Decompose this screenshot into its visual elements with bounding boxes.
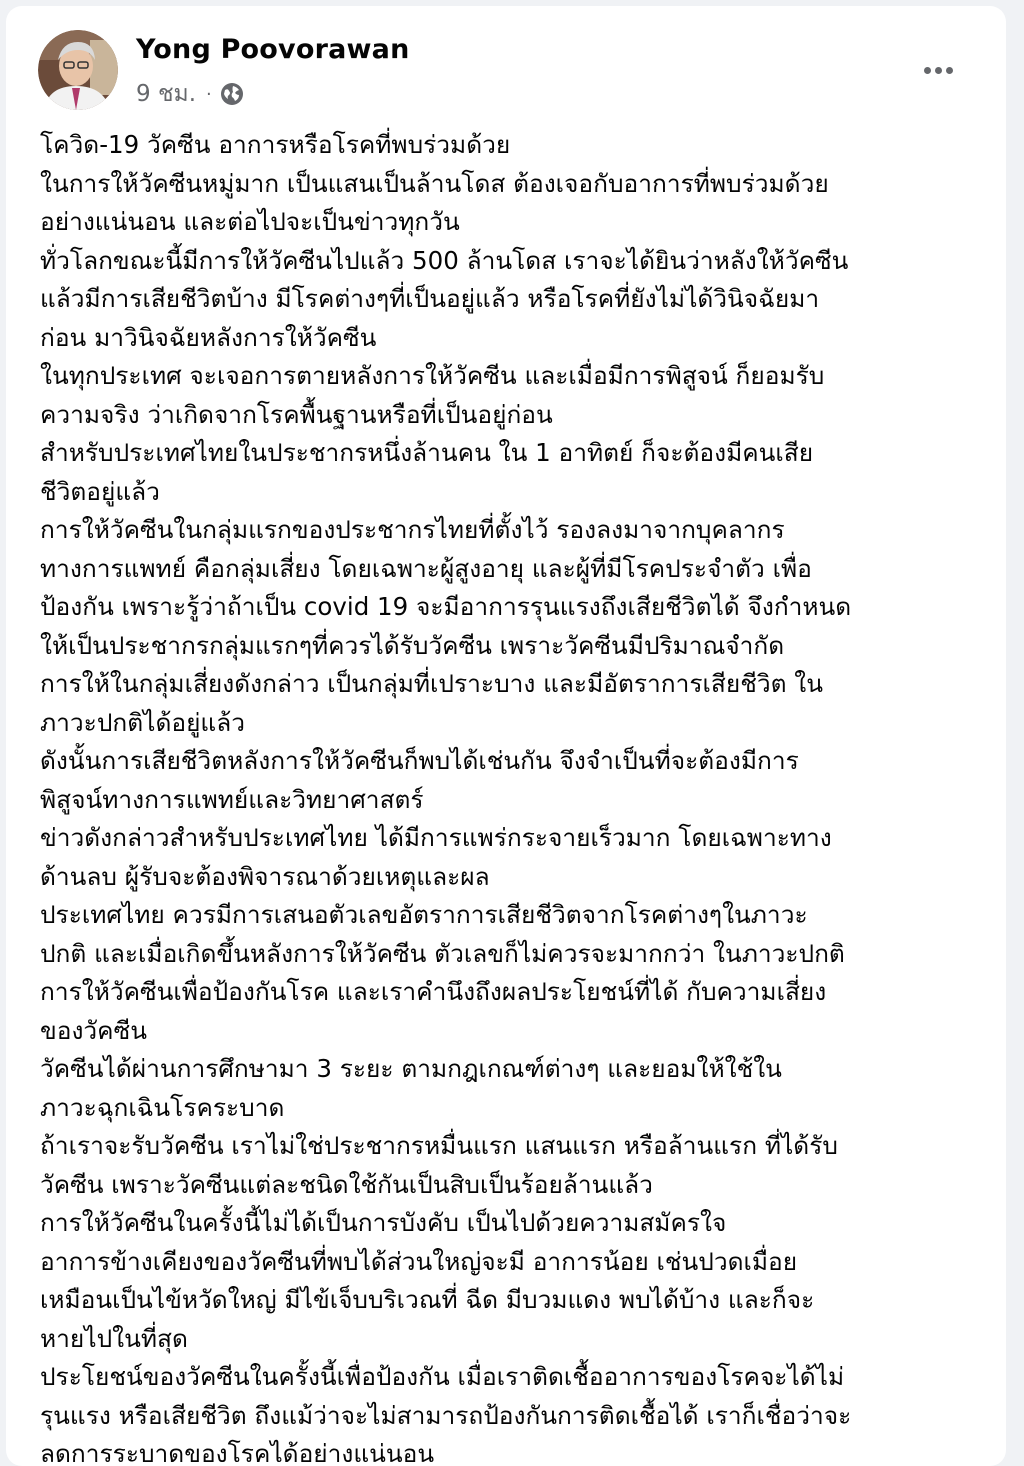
more-dot: [935, 67, 942, 74]
post-text-line: ทั่วโลกขณะนี้มีการให้วัคซีนไปแล้ว 500 ล้านโดส เราจะได้ยินว่าหลังให้วัคซีน: [40, 245, 849, 275]
meta-separator: ·: [206, 83, 212, 105]
post-text-line: วัคซีนได้ผ่านการศึกษามา 3 ระยะ ตามกฎเกณฑ์ต่างๆ และยอมให้ใช้ใน: [40, 1054, 782, 1083]
post-card: [6, 6, 1006, 1466]
post-time[interactable]: 9 ชม.: [136, 81, 197, 107]
post-text-line: การให้ในกลุ่มเสี่ยงดังกล่าว เป็นกลุ่มที่เปราะบาง และมีอัตราการเสียชีวิต ใน: [40, 669, 824, 698]
post-meta: [136, 76, 244, 112]
more-dot: [946, 67, 953, 74]
post-text-line: วัคซีน เพราะวัคซีนแต่ละชนิดใช้กันเป็นสิบเป็นร้อยล้านแล้ว: [40, 1169, 653, 1199]
post-text-line: หายไปในที่สุด: [40, 1323, 188, 1353]
author-name[interactable]: Yong Poovorawan: [136, 34, 410, 65]
avatar-photo: [38, 30, 118, 110]
post-text-line: อาการข้างเคียงของวัคซีนที่พบได้ส่วนใหญ่จะมี อาการน้อย เช่นปวดเมื่อย: [40, 1246, 798, 1276]
post-text-line: ปกติ และเมื่อเกิดขึ้นหลังการให้วัคซีน ตัวเลขก็ไม่ควรจะมากกว่า ในภาวะปกติ: [40, 938, 845, 968]
post-text-line: การให้วัคซีนในกลุ่มแรกของประชากรไทยที่ตั้งไว้ รองลงมาจากบุคลากร: [40, 515, 785, 544]
post-text-line: ก่อน มาวินิจฉัยหลังการให้วัคซีน: [40, 322, 377, 352]
post-text-line: ในการให้วัคซีนหมู่มาก เป็นแสนเป็นล้านโดส ต้องเจอกับอาการที่พบร่วมด้วย: [40, 168, 829, 198]
more-dot: [924, 67, 931, 74]
post-text-line: อย่างแน่นอน และต่อไปจะเป็นข่าวทุกวัน: [40, 207, 460, 236]
post-text-line: ในทุกประเทศ จะเจอการตายหลังการให้วัคซีน และเมื่อมีการพิสูจน์ ก็ยอมรับ: [40, 361, 825, 390]
post-text-line: ของวัคซีน: [40, 1015, 147, 1045]
post-text-line: ป้องกัน เพราะรู้ว่าถ้าเป็น covid 19 จะมีอาการรุนแรงถึงเสียชีวิตได้ จึงกำหนด: [40, 592, 852, 621]
post-text-line: แล้วมีการเสียชีวิตบ้าง มีโรคต่างๆที่เป็นอยู่แล้ว หรือโรคที่ยังไม่ได้วินิจฉัยมา: [40, 284, 820, 313]
post-text-line: การให้วัคซีนในครั้งนี้ไม่ได้เป็นการบังคับ เป็นไปด้วยความสมัครใจ: [40, 1208, 727, 1237]
post-text-line: ดังนั้นการเสียชีวิตหลังการให้วัคซีนก็พบได้เช่นกัน จึงจำเป็นที่จะต้องมีการ: [40, 746, 799, 775]
post-text-line: ข่าวดังกล่าวสำหรับประเทศไทย ได้มีการแพร่กระจายเร็วมาก โดยเฉพาะทาง: [40, 823, 832, 852]
avatar[interactable]: [38, 30, 118, 110]
post-text-line: เหมือนเป็นไข้หวัดใหญ่ มีไข้เจ็บบริเวณที่ ฉีด มีบวมแดง พบได้บ้าง และก็จะ: [40, 1285, 815, 1314]
post-text-line: ภาวะฉุกเฉินโรคระบาด: [40, 1092, 285, 1122]
post-text-line: พิสูจน์ทางการแพทย์และวิทยาศาสตร์: [40, 784, 424, 814]
post-text-line: ความจริง ว่าเกิดจากโรคพื้นฐานหรือที่เป็นอยู่ก่อน: [40, 399, 553, 429]
post-text-line: ชีวิตอยู่แล้ว: [40, 476, 160, 506]
more-options-button[interactable]: [916, 50, 960, 90]
post-text-line: ประเทศไทย ควรมีการเสนอตัวเลขอัตราการเสียชีวิตจากโรคต่างๆในภาวะ: [40, 900, 808, 929]
post-text-line: สำหรับประเทศไทยในประชากรหนึ่งล้านคน ใน 1 อาทิตย์ ก็จะต้องมีคนเสีย: [40, 438, 814, 467]
post-text-line: ให้เป็นประชากรกลุ่มแรกๆที่ควรได้รับวัคซีน เพราะวัคซีนมีปริมาณจำกัด: [40, 630, 785, 660]
post-text-line: ประโยชน์ของวัคซีนในครั้งนี้เพื่อป้องกัน เมื่อเราติดเชื้ออาการของโรคจะได้ไม่: [40, 1362, 845, 1391]
post-text-line: โควิด-19 วัคซีน อาการหรือโรคที่พบร่วมด้วย: [40, 130, 511, 159]
post-text: [40, 126, 990, 1466]
post-text-line: รุนแรง หรือเสียชีวิต ถึงแม้ว่าจะไม่สามารถป้องกันการติดเชื้อได้ เราก็เชื่อว่าจะ: [40, 1400, 852, 1430]
globe-icon[interactable]: [220, 82, 244, 106]
post-text-line: ภาวะปกติได้อยู่แล้ว: [40, 707, 245, 737]
post-text-line: ทางการแพทย์ คือกลุ่มเสี่ยง โดยเฉพาะผู้สูงอายุ และผู้ที่มีโรคประจำตัว เพื่อ: [40, 553, 812, 583]
post-text-line: ด้านลบ ผู้รับจะต้องพิจารณาด้วยเหตุและผล: [40, 861, 490, 891]
post-text-line: ถ้าเราจะรับวัคซีน เราไม่ใช่ประชากรหมื่นแรก แสนแรก หรือล้านแรก ที่ได้รับ: [40, 1131, 838, 1160]
post-text-line: ลดการระบาดของโรคได้อย่างแน่นอน: [40, 1439, 435, 1466]
post-text-line: การให้วัคซีนเพื่อป้องกันโรค และเราคำนึงถึงผลประโยชน์ที่ได้ กับความเสี่ยง: [40, 977, 827, 1006]
